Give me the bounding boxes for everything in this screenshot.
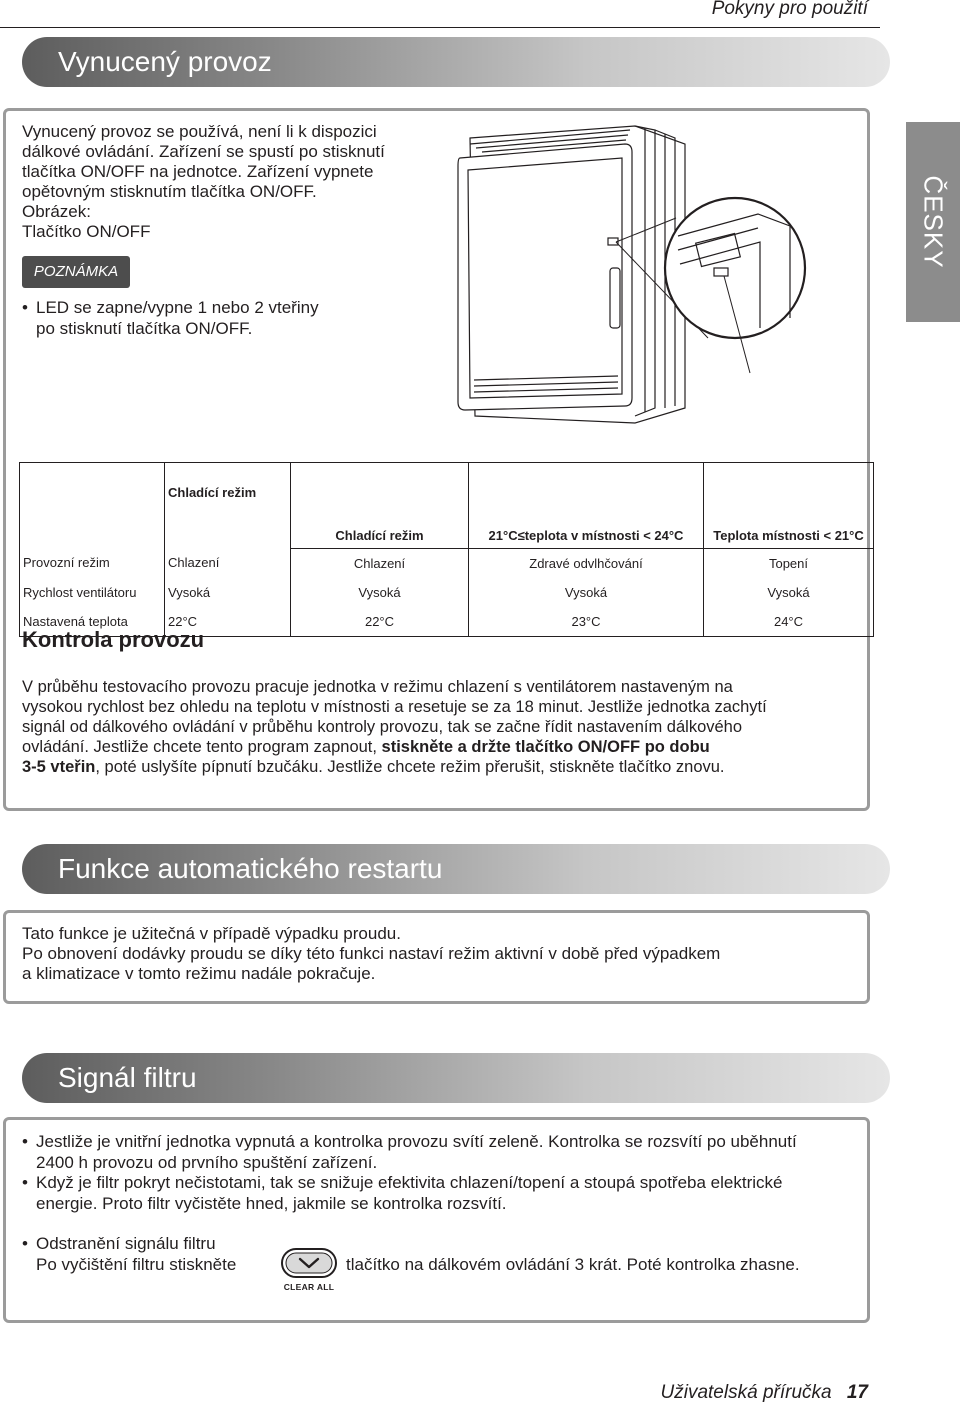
auto-restart-text — [22, 924, 720, 984]
table-header-cell: Chladící režim — [291, 463, 469, 549]
bullet-dot: • — [22, 1132, 28, 1151]
clear-all-button-icon — [278, 1247, 340, 1281]
section-title: Vynucený provoz — [58, 46, 272, 77]
page-header-title: Pokyny pro použití — [711, 0, 868, 19]
text-run: ovládání. Jestliže chcete tento program zapnout, — [22, 738, 382, 756]
table-cell: Vysoká — [291, 578, 469, 607]
text-line: Tato funkce je užitečná v případě výpadku proudu. — [22, 924, 401, 943]
section-banner-forced-operation — [22, 37, 890, 87]
note-bullet — [22, 297, 319, 339]
footer-label: Uživatelská příručka — [660, 1382, 832, 1403]
table-corner-cell — [20, 463, 165, 549]
text-run-bold: 3-5 vteřin — [22, 758, 96, 776]
table-cell: 24°C — [704, 607, 874, 637]
subheading-operation-check: Kontrola provozu — [22, 627, 205, 652]
text-line: Jestliže je vnitřní jednotka vypnutá a kontrolka provozu svítí zeleně. Kontrolka se rozsvítí po uběhnutí — [36, 1132, 797, 1151]
table-header-cell: Chladící režim — [165, 463, 291, 549]
header-rule — [0, 27, 880, 28]
text-line: Když je filtr pokryt nečistotami, tak se snižuje efektivita chlazení/topení a stoupá spotřeba elektrické — [36, 1173, 783, 1192]
intro-line: opětovným stisknutím tlačítka ON/OFF. — [22, 182, 317, 201]
language-tab-label: ČESKY — [918, 175, 949, 269]
table-cell: Topení — [704, 548, 874, 578]
text-line: vysokou rychlost bez ohledu na teplotu v místnosti a resetuje se za 18 minut. Jestliže jednotka zachytí — [22, 698, 767, 716]
table-cell: Zdravé odvlhčování — [469, 548, 704, 578]
filter-bullet — [22, 1131, 797, 1173]
note-line: po stisknutí tlačítka ON/OFF. — [36, 319, 253, 338]
table-cell: Vysoká — [165, 578, 291, 607]
text-line: 2400 h provozu od prvního spuštění zařízení. — [36, 1153, 378, 1172]
text-line: energie. Proto filtr vyčistěte hned, jakmile se kontrolka rozsvítí. — [36, 1194, 507, 1213]
bullet-dot: • — [22, 1234, 28, 1253]
section-banner-filter-signal — [22, 1053, 890, 1103]
table-header-cell: 21°C≤teplota v místnosti < 24°C — [469, 463, 704, 549]
text-line: Po obnovení dodávky proudu se díky této funkci nastaví režim aktivní v době před výpadkem — [22, 944, 721, 963]
language-tab — [906, 122, 960, 322]
text-line — [22, 757, 767, 777]
intro-line: Tlačítko ON/OFF — [22, 222, 151, 241]
table-header-row — [20, 463, 874, 549]
table-row — [20, 548, 874, 578]
section-banner-auto-restart — [22, 844, 890, 894]
table-cell: Vysoká — [704, 578, 874, 607]
table-row-label: Provozní režim — [20, 548, 165, 578]
page-number: 17 — [846, 1382, 868, 1403]
table-row-label: Rychlost ventilátoru — [20, 578, 165, 607]
table-header-cell: Teplota místnosti < 21°C — [704, 463, 874, 549]
intro-line: dálkové ovládání. Zařízení se spustí po stisknutí — [22, 142, 385, 161]
note-line: LED se zapne/vypne 1 nebo 2 vteřiny — [36, 298, 319, 317]
text-line: a klimatizace v tomto režimu nadále pokračuje. — [22, 964, 376, 983]
operation-check-text — [22, 677, 767, 777]
table-cell: 22°C — [165, 607, 291, 637]
table-row — [20, 578, 874, 607]
mode-table — [19, 462, 874, 637]
note-badge: POZNÁMKA — [22, 256, 130, 288]
table-cell: Chlazení — [291, 548, 469, 578]
filter-reset-line-b: tlačítko na dálkovém ovládání 3 krát. Poté kontrolka zhasne. — [346, 1255, 800, 1274]
filter-bullet — [22, 1233, 216, 1254]
section-title: Funkce automatického restartu — [58, 853, 443, 884]
table-row-label: Nastavená teplota — [20, 607, 165, 637]
bullet-dot: • — [22, 298, 28, 317]
intro-line: Obrázek: — [22, 202, 91, 221]
filter-bullet — [22, 1172, 783, 1214]
table-cell: Vysoká — [469, 578, 704, 607]
text-line — [22, 737, 767, 757]
page-footer — [661, 1382, 868, 1404]
text-line: Odstranění signálu filtru — [36, 1234, 216, 1253]
intro-line: tlačítka ON/OFF na jednotce. Zařízení vypnete — [22, 162, 374, 181]
intro-text — [22, 122, 385, 242]
text-line: V průběhu testovacího provozu pracuje jednotka v režimu chlazení s ventilátorem nastaveným na — [22, 678, 733, 696]
section-title: Signál filtru — [58, 1062, 197, 1093]
text-line: signál od dálkového ovládání v průběhu kontroly provozu, tak se začne řídit nastavením dálkového — [22, 718, 743, 736]
clear-all-button[interactable] — [278, 1247, 340, 1295]
clear-all-label: CLEAR ALL — [283, 1282, 335, 1292]
bullet-dot: • — [22, 1173, 28, 1192]
table-cell: 22°C — [291, 607, 469, 637]
indoor-unit-illustration — [440, 118, 820, 438]
filter-reset-line-a: Po vyčištění filtru stiskněte — [36, 1255, 237, 1274]
text-run: , poté uslyšíte pípnutí bzučáku. Jestliže chcete režim přerušit, stiskněte tlačítko znovu. — [95, 758, 725, 776]
table-cell: Chlazení — [165, 548, 291, 578]
text-run-bold: stiskněte a držte tlačítko ON/OFF po dobu — [381, 738, 710, 756]
table-cell: 23°C — [469, 607, 704, 637]
intro-line: Vynucený provoz se používá, není li k dispozici — [22, 122, 377, 141]
